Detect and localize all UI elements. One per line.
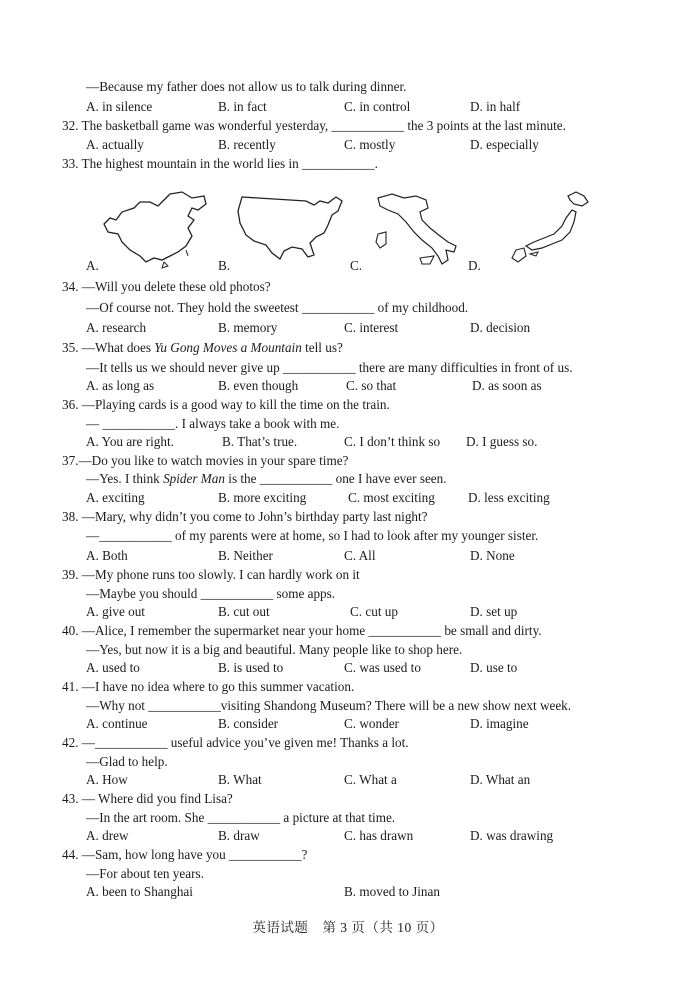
question-line: —Maybe you should ___________ some apps. bbox=[86, 586, 336, 601]
question-35 bbox=[62, 340, 343, 356]
option-b: B. That’s true. bbox=[222, 434, 298, 449]
question-44: 44. —Sam, how long have you ___________? bbox=[62, 847, 308, 862]
option-a: A. How bbox=[86, 772, 128, 787]
option-a: A. as long as bbox=[86, 378, 155, 393]
text-run: tell us? bbox=[301, 340, 343, 355]
option-d: D. None bbox=[470, 548, 515, 563]
page-footer: 英语试题 第 3 页（共 10 页） bbox=[252, 920, 444, 935]
question-line bbox=[86, 471, 447, 487]
japan-map-image bbox=[502, 190, 594, 266]
option-d: D. was drawing bbox=[470, 828, 554, 843]
option-c: C. wonder bbox=[344, 716, 399, 731]
option-c: C. cut up bbox=[350, 604, 398, 619]
option-c: C. All bbox=[344, 548, 376, 563]
option-c: C. mostly bbox=[344, 137, 396, 152]
movie-title: Spider Man bbox=[163, 471, 225, 486]
question-36: 36. —Playing cards is a good way to kill the time on the train. bbox=[62, 397, 390, 412]
option-b: B. memory bbox=[218, 320, 278, 335]
option-d: D. I guess so. bbox=[466, 434, 538, 449]
option-c: C. so that bbox=[346, 378, 397, 393]
option-d: D. What an bbox=[470, 772, 531, 787]
option-c: C. I don’t think so bbox=[344, 434, 441, 449]
option-d: D. set up bbox=[470, 604, 518, 619]
question-line: —Yes, but now it is a big and beautiful. Many people like to shop here. bbox=[86, 642, 463, 657]
question-34: 34. —Will you delete these old photos? bbox=[62, 279, 271, 294]
question-40: 40. —Alice, I remember the supermarket near your home ___________ be small and dirty. bbox=[62, 623, 542, 638]
option-c: C. bbox=[350, 258, 363, 273]
option-a: A. been to Shanghai bbox=[86, 884, 193, 899]
question-42: 42. —___________ useful advice you’ve given me! Thanks a lot. bbox=[62, 735, 409, 750]
text-run: —Yes. I think bbox=[86, 471, 164, 486]
option-d: D. as soon as bbox=[472, 378, 542, 393]
option-d: D. less exciting bbox=[468, 490, 550, 505]
option-b: B. Neither bbox=[218, 548, 273, 563]
option-c: C. interest bbox=[344, 320, 399, 335]
option-d: D. use to bbox=[470, 660, 518, 675]
option-c: C. What a bbox=[344, 772, 397, 787]
question-43: 43. — Where did you find Lisa? bbox=[62, 791, 233, 806]
option-b: B. more exciting bbox=[218, 490, 307, 505]
option-a: A. research bbox=[86, 320, 147, 335]
option-b: B. moved to Jinan bbox=[344, 884, 440, 899]
option-b: B. even though bbox=[218, 378, 299, 393]
option-a: A. continue bbox=[86, 716, 148, 731]
option-b: B. bbox=[218, 258, 231, 273]
question-line: —For about ten years. bbox=[86, 866, 204, 881]
option-a: A. You are right. bbox=[86, 434, 174, 449]
question-37: 37.—Do you like to watch movies in your spare time? bbox=[62, 453, 349, 468]
question-32: 32. The basketball game was wonderful yesterday, ___________ the 3 points at the last minute. bbox=[62, 118, 566, 133]
option-a: A. used to bbox=[86, 660, 140, 675]
option-b: B. is used to bbox=[218, 660, 284, 675]
option-b: B. What bbox=[218, 772, 262, 787]
question-41: 41. —I have no idea where to go this summer vacation. bbox=[62, 679, 355, 694]
option-a: A. give out bbox=[86, 604, 145, 619]
option-a: A. drew bbox=[86, 828, 129, 843]
option-c: C. was used to bbox=[344, 660, 421, 675]
text-run: is the ___________ one I have ever seen. bbox=[224, 471, 447, 486]
option-a: A. bbox=[86, 258, 99, 273]
option-a: A. exciting bbox=[86, 490, 145, 505]
option-b: B. recently bbox=[218, 137, 276, 152]
option-b: B. cut out bbox=[218, 604, 270, 619]
option-b: B. consider bbox=[218, 716, 279, 731]
option-a: A. actually bbox=[86, 137, 144, 152]
usa-map-image bbox=[236, 193, 348, 265]
option-d: D. especially bbox=[470, 137, 539, 152]
question-line: —Of course not. They hold the sweetest ___________ of my childhood. bbox=[86, 300, 469, 315]
question-33: 33. The highest mountain in the world lies in ___________. bbox=[62, 156, 378, 171]
option-c: C. most exciting bbox=[348, 490, 435, 505]
option-c: C. has drawn bbox=[344, 828, 414, 843]
question-line: —It tells us we should never give up ___________ there are many difficulties in front of us. bbox=[86, 360, 573, 375]
option-d: D. in half bbox=[470, 99, 521, 114]
question-line: —In the art room. She ___________ a picture at that time. bbox=[86, 810, 396, 825]
question-38: 38. —Mary, why didn’t you come to John’s birthday party last night? bbox=[62, 509, 428, 524]
question-line: — ___________. I always take a book with me. bbox=[86, 416, 340, 431]
question-39: 39. —My phone runs too slowly. I can hardly work on it bbox=[62, 567, 360, 582]
option-a: A. Both bbox=[86, 548, 128, 563]
book-title: Yu Gong Moves a Mountain bbox=[154, 340, 302, 355]
china-map-image bbox=[100, 190, 210, 270]
option-c: C. in control bbox=[344, 99, 411, 114]
option-a: A. in silence bbox=[86, 99, 153, 114]
text-run: 35. —What does bbox=[62, 340, 155, 355]
option-d: D. imagine bbox=[470, 716, 529, 731]
option-d: D. bbox=[468, 258, 481, 273]
question-line: —___________ of my parents were at home, so I had to look after my younger sister. bbox=[86, 528, 539, 543]
question-line: —Glad to help. bbox=[86, 754, 168, 769]
option-d: D. decision bbox=[470, 320, 531, 335]
question-line: —Why not ___________visiting Shandong Museum? There will be a new show next week. bbox=[86, 698, 572, 713]
italy-map-image bbox=[370, 190, 465, 268]
option-b: B. draw bbox=[218, 828, 260, 843]
question-line: —Because my father does not allow us to talk during dinner. bbox=[86, 79, 407, 94]
option-b: B. in fact bbox=[218, 99, 267, 114]
